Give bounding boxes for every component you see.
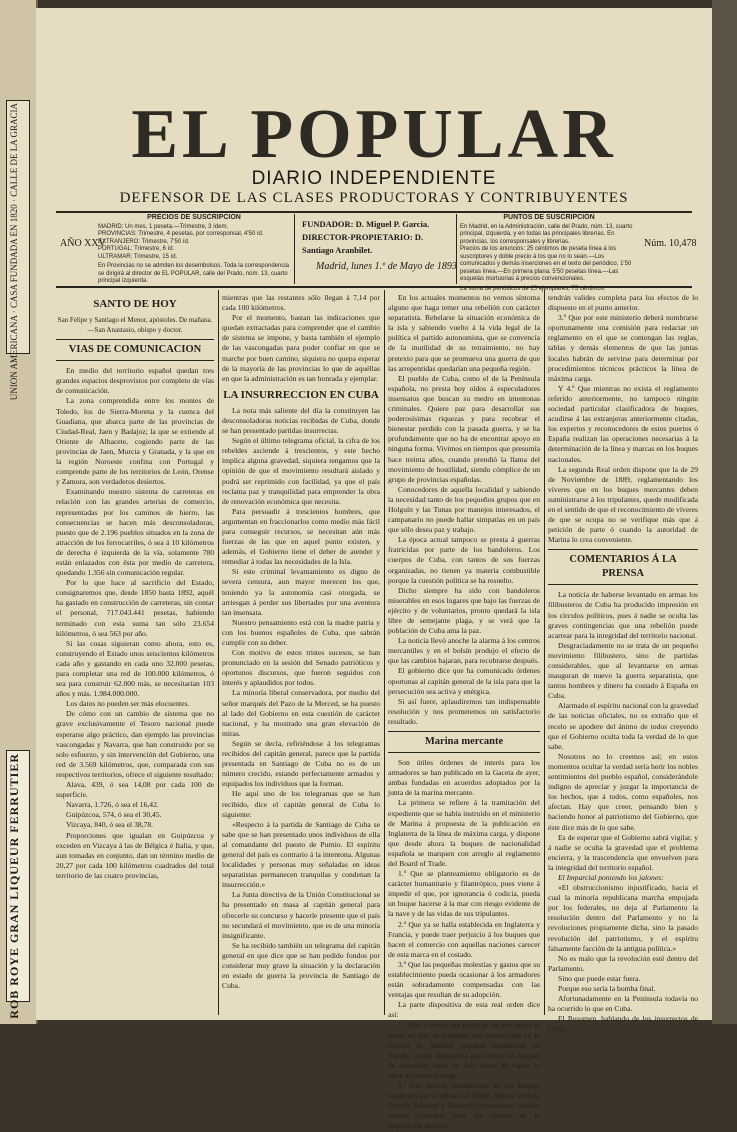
- issue-number: Núm. 10,478: [644, 238, 697, 249]
- saint-heading: SANTO DE HOY: [93, 298, 177, 310]
- paragraph: 3.º Que por este ministerio deberá nombrarse oportunamente una comisión para redactar un reglamento en el que se contengan las reglas, tablas y demás elementos de que las juntas locales habrán de servirse para determinar por procedimientos técnicos prácticos la línea de máxima carga.: [548, 313, 698, 383]
- paragraph: Si así fuere, aplaudiremos tan indispensable resolución y nos prometemos un satisfactorio resultado.: [388, 696, 540, 726]
- paragraph: Vizcaya, 840, ó sea el 38,78.: [66, 820, 154, 830]
- paragraph: «Respecto á la partida de Santiago de Cuba se sabe que se han presentado unos individuos de ella al comandante del puesto de Purnio. El espíritu general del país es contrario á la intentona. Algunas localidades y personas muy señaladas en ideas separatistas permanecen tranquilas y condenan la insurrección.»: [222, 819, 380, 890]
- paragraph: La primera se refiere á la tramitación del expediente que se había instruido en el ministerio de Marina á propuesta de la publicación en Inglaterra de la línea de máxima carga, y dispone que desde ahora la buques de nacionalidad española se marquen con arreglo al reglamento del Board of Trade.: [388, 798, 540, 868]
- paragraph: De cómo con un cambio de sistema que no grave exclusivamente el Tesoro nacional puede esperarse algo práctico, dan ejemplo las provincias vascongadas y Navarra, que han construido por su solo esfuerzo, y sin intervención del Gobierno, una red de 3.569 kilómetros, que, comparada con sus respectivos territorios, ofrece el siguiente resultado:: [56, 709, 214, 779]
- paragraph: Alava, 439, ó sea 14,08 por cada 100 de superficie.: [56, 780, 214, 800]
- points-line: La suma de periódicos de 25 ejemplares, 75 céntimos.: [460, 285, 606, 292]
- paragraph: 3.º Que las pequeñas molestias y gastos que su establecimiento pueda ocasionar á los armadores están sobradamente compensadas con las ventajas que resultan de su adopción.: [388, 959, 540, 1000]
- paragraph: 2.º Las marcas establecidas en los buques españoles por el «Board of Trade, Bureau Veritas, Lloyd's Register y Britisch Corporation» tendrán valides completa para los efectos de la disposición anterior.: [388, 1081, 540, 1131]
- paragraph: La nota más saliente del día la constituyen las desconsoladoras noticias recibidas de Cuba, donde se han presentado partidas insurrectas.: [222, 405, 380, 436]
- paragraph: Los datos no pueden ser más elocuentes.: [66, 699, 190, 709]
- paragraph: Con motivo de estos tristes sucesos, se han pronunciado en la sesión del Senado patrióticos y oportunos discursos, que fueron seguidos con interés y aplaudidos por todos.: [222, 648, 380, 688]
- header-top-rule: [56, 211, 692, 213]
- paragraph: Proporciones que igualan en Guipúzcoa y exceden en Vizcaya á las de Bélgica é Italia, y que, aun tomadas en conjunto, dan un término medio de 20,27 por cada 100 kilómetros cuadrados del total territorio de las cuatro provincias,: [56, 830, 214, 880]
- spine-ad-strip-bottom: [6, 750, 30, 1019]
- paragraph: «El obstruccionismo injustificado, hacia el cual la minoría republicana marcha empujada por los federales, no deja al Parlamento la resolución dentro del Parlamento y no la revoluciones propiamente dicha, sino la pasado revolución del patriotismo, y el espíritu falsamente facción de la antigua política.»: [548, 883, 698, 953]
- paragraph: Por el momento, bastan las indicaciones que quedan extractadas para comprender que el cambio de sistema se impone, y basta también el ejemplo de las vascongadas para poder confiar en que se marche por buen camino, siquiera no quepa esperar de la mayoría de las provincias lo que de aquéllas en que la administración es tan honrada y ejemplar.: [222, 313, 380, 383]
- paragraph: Afortunadamente en la Península todavía no ha ocurrido lo que en Cuba.: [548, 994, 698, 1014]
- article-heading-marina: Marina mercante: [388, 731, 540, 753]
- issue-date: Madrid, lunes 1.º de Mayo de 1893: [316, 261, 457, 272]
- subscription-line: ULTRAMAR: Trimestre, 15 íd.: [98, 253, 178, 260]
- paragraph: Desgraciadamente no se trata de un pequeño movimiento filibustero, sino de partidas considerables, que al levantarse en armas inauguran de nuevo la guerra separatista, que tantos hombres y dinero ha costado á España en Cuba.: [548, 640, 698, 701]
- paragraph: Según el último telegrama oficial, la cifra de los rebeldes asciende á trescientos, y este hecho implica alguna gravedad, siquiera tengamos que la opinión de que el movimiento resultará aislado y podrá ser reprimido con facilidad, ya que el país reclama paz y tranquilidad para emprender la obra de renovación económica que necesita.: [222, 436, 380, 506]
- saint-text: San Felipe y Santiago el Menor, apóstoles. De mañana.—San Anastasio, obispo y doctor.: [57, 316, 213, 335]
- header-divider-right: [456, 214, 457, 284]
- paragraph: La minoría liberal conservadora, por medio del señor marqués del Pazo de la Merced, se ha puesto al lado del Gobierno en esta cuestión de carácter nacional, y ha mostrado una gran elevación de miras.: [222, 688, 380, 738]
- paragraph: Se ha recibido también un telegrama del capitán general en que dice que se han pedido fondos por considerar muy grave la situación y la declaración en estado de guerra la provincia de Santiago de Cuba.: [222, 940, 380, 991]
- column-divider: [544, 290, 545, 1015]
- points-line: En Madrid, en la Administración, calle del Prado, núm. 13, cuarto principal, izquierda, y en todas las principales librerías. En provincias, los corresponsales y librerías.: [460, 223, 633, 245]
- paragraph: 1.º Que á contar del plazo de un año desde la fecha en que se publique esta disposición en la Gaceta de Madrid, quedará establecida en España, como obligatoria para todos los buques de comercio, tanto de vela como de vapor, la línea de máxima carga.: [388, 1020, 540, 1080]
- paragraph: El Imparcial poniendo los jalones:: [558, 872, 664, 882]
- column-divider: [218, 290, 219, 1015]
- year-label: AÑO XXV: [60, 238, 106, 249]
- paragraph: Porque eso sería la bomba final.: [558, 984, 656, 993]
- paragraph: Nuestro pensamiento está con la madre patria y con los buenos españoles de Cuba, que sabrán cumplir con su deber.: [222, 617, 380, 647]
- paragraph: Para persuadir á trescientos hombres, que argumentan en fraccionarlos como medio más fácil para conseguir recursos, se necesitan aún más fuerzas de las que en aquel punto existen, y además, el Gobierno tiene el deber de atender y remediar á todas las necesidades de la Isla.: [222, 506, 380, 567]
- founder-name: FUNDADOR: D. Miguel P. García.: [302, 219, 430, 229]
- column-4: [548, 293, 698, 1034]
- spine-ad-text-top: UNION AMERICANA · CASA FUNDADA EN 1820 · CALLE DE LA GRACIA: [9, 103, 19, 401]
- header-bottom-rule: [56, 286, 692, 288]
- paragraph: En los actuales momentos no vemos síntoma alguno que haga temer una rebelión con carácter separatista. Rebelarse la situación económica de la isla y sabiendo vuelto á la vida legal de la política el partido autonomista, que se convencía de la inutilidad de su retraimiento, no hay pretexto para que se promueva una guerra de que las arrepentidas quedarían una pequeña región.: [388, 293, 540, 373]
- article-heading-comentarios: COMENTARIOS Á LA PRENSA: [548, 549, 698, 585]
- column-3: [388, 293, 540, 1132]
- paragraph: Examinando nuestro sistema de carreteras en relación con las grandes arterias de comercio, representadas por los caminos de hierro, las consecuencias se hacen más desconsoladoras, puesto que de 2.196 pueblos situados en la zona de atracción de los ferrocarriles, ó sea á 10 kilómetros de derecha é izquierda de la vía, solamente 780 están enlazados con ésta por medio de carretera, quedando 1.356 sin comunicación regular.: [56, 487, 214, 578]
- paragraph: La Junta directiva de la Unión Constitucional se ha presentado en masa al capitán general para ofrecerle su concurso y hacerle presente que el país no secundará el movimiento, que es de una minoría insignificante.: [222, 890, 380, 940]
- paragraph: La parte dispositiva de esta real orden dice así:: [388, 1000, 540, 1020]
- spine-ad-text-bottom: ROB ROYE GRAN LIQUEUR FERRUTIER: [7, 753, 21, 1019]
- paragraph: Por lo que hace al sacrificio del Estado, consignaremos que, desde 1850 hasta 1892, aquél ha gastado en construcción de carreteras, sin contar el personal, 717.043.441 pesetas, habiendo terminado con esta suma tan sólo 23.654 kilómetros, ó sea 563 por año.: [56, 578, 214, 638]
- paragraph: Guipúzcoa, 574, ó sea el 30,45.: [66, 810, 162, 820]
- paragraph: Y 4.º Que mientras no exista el reglamento referido anteriormente, no tampoco ningún sociedad particular clasificadora de buques, acudirse á las extranjeras anteriormente citadas, los expertos y reconocedores de estos puertos ó España realizan las operaciones necesarias á la determinación de la línea y marcas en los buques nacionales.: [548, 383, 698, 464]
- paragraph: Sino que puede estar fuera.: [558, 973, 641, 983]
- subscription-line: PORTUGAL: Trimestre, 6 íd.: [98, 246, 175, 252]
- paragraph: El gobierno dice que ha comunicado órdenes oportunas al capitán general de la isla para que la persecución sea activa y enérgica.: [388, 666, 540, 696]
- paragraph: Nosotros no lo creemos así; en estos momentos ocultar la verdad sería herir los nobles sentimientos del pueblo español, considerándole indigno de apreciar y juzgar la importancia de los hechos, que á todos, como españoles, nos afectan. Hay que creer, pensando bien y haciendo honor al patriotismo del Gobierno, que éste dice más de lo que sabe.: [548, 751, 698, 832]
- masthead-tagline: DEFENSOR DE LAS CLASES PRODUCTORAS Y CONTRIBUYENTES: [119, 190, 629, 206]
- column-divider: [384, 290, 385, 1015]
- paragraph: El Resumen, hablando de los insurrectos de Cuba:: [548, 1014, 698, 1034]
- subscription-line: PROVINCIAS: Trimestre, 4 pesetas, por corresponsal, 4'50 íd.: [98, 231, 264, 237]
- paragraph: Si este criminal levantamiento es digno de severa censura, aun mayor merecen los que, teniendo ya la autonomía casi otorgada, se arriesgan á perder sus libertades por una aventura tan insensata.: [222, 567, 380, 617]
- paragraph: La noticia de haberse levantado en armas los filibusteros de Cuba ha producido impresión en los círculos políticos, pues á nadie se oculta las graves contingencias que una rebelión puede acarrear para la integridad del territorio nacional.: [548, 590, 698, 640]
- points-line: Precios de los anuncios: 25 céntimos de peseta línea á los suscriptores y doble precio á los que no lo sean.—Los comunicados y demás inserciones en el texto del periódico, 1'50 pesetas línea.—En primera plana, 5'50 pesetas línea.—Las esquelas mortuorias á precios convencionales.: [460, 246, 632, 282]
- paragraph: Es de esperar que el Gobierno sabrá vigilar, y á nadie se oculta la gravedad que el problema encierra, y la trascendencia que envuelven para la integridad del territorio español.: [548, 832, 698, 872]
- subscription-line: MADRID: Un mes, 1 peseta.—Trimestre, 3 ídem.: [98, 223, 229, 230]
- adjacent-page-spine: [0, 0, 38, 1024]
- article-heading-insurreccion: LA INSURRECCION EN CUBA: [223, 388, 379, 401]
- paragraph: He aquí uno de los telegramas que se han recibido, dice el capitán general de Cuba lo siguiente:: [222, 789, 380, 819]
- paragraph: Según se decía, refiriéndose á los telegramas recibidos del capitán general, parece que la partida presentada en Santiago de Cuba no es de un número crecido, estando perfectamente armados y equipados los individuos que la forman.: [222, 738, 380, 789]
- paragraph: La zona comprendida entre los montes de Toledo, los de Sierra-Morena y la cuenca del Guadiana, que abarca parte de las provincias de Ciudad-Real, Jaen y Badajoz; la que se extiende al Oriente de Albacete, cogiendo parte de las provincias de Jaen, Murcia y Granada, y la que en la región Noroeste confina con Portugal y comprende parte de los territorios de León, Orense y Zamora, son verdaderos desiertos.: [56, 396, 214, 487]
- header-divider-left: [294, 214, 295, 284]
- subscription-points-box: [460, 214, 638, 293]
- paragraph: La época actual tampoco se presta á guerras fratricidas por parte de los bandoleros. Los cuerpos de Cuba, con tantos de sus fuerzas organizadas, no tienen ya materia combustible porque la cuestión política se ha resuelto.: [388, 535, 540, 585]
- binding-edge: [712, 0, 737, 1024]
- paragraph: 2.º Que ya se halla establecida en Inglaterra y Francia, y puede traer perjuicio á los buques que hacen el comercio con aquellas naciones carecer de esta marca en el costado.: [388, 919, 540, 959]
- paragraph: Navarra, 1.726, ó sea el 16,42.: [66, 800, 159, 810]
- paragraph: 1.º Que se planteamiento obligatorio es de carácter humanitario y filantrópico, pues viene á impedir el que, por ignorancia ó codicia, pueda un buque hacerse á la mar con riesgo evidente de la nave y de las vidas de sus tripulantes.: [388, 869, 540, 919]
- director-name: DIRECTOR-PROPIETARIO: D. Santiago Aranbilet.: [302, 232, 424, 255]
- column-2: [222, 293, 380, 991]
- paragraph: Son útiles órdenes de interés para los armadores se han publicado en la Gaceta de ayer, ambas fundadas en acuerdos adoptados por la junta de la marina mercante.: [388, 758, 540, 798]
- newspaper-page: [36, 8, 712, 1131]
- subscription-line: EXTRANJERO: Trimestre, 7'50 íd.: [98, 238, 190, 245]
- paragraph: Dicho siempre ha sido con bandoleros miserables en esos lugares que bajo las fuerzas de ejército y de voluntarios, pronto quedará la isla libre de semejante plaga, y se verá que la población de Cuba ama la paz.: [388, 585, 540, 636]
- paragraph: mientras que las restantes sólo llegan á 7,14 por cada 100 kilómetros.: [222, 293, 380, 313]
- paragraph: El pueblo de Cuba, como el de la Península española, no presta hoy oídos á especuladores insensatos que buscan su medro en intentonas criminales. Quiere paz para desarrollar sus poderosísimas riquezas y para recobrar el bienestar perdido con la pasada guerra, y se ha profundamente que no ha de encontrar apoyo en ninguna forma. Vivimos en tiempos que presumía hace treinta años, cuando prendió la llama del movimiento de hostilidad, siendo cómplice de un grupo de provincias españolas.: [388, 373, 540, 484]
- subscription-prices-box: [98, 214, 290, 286]
- paragraph: Si las cosas siguieran como ahora, esto es, construyendo el Estado unos seiscientos kilómetros cada año y gastando en cada uno 32.000 pesetas, para completar una red de 100.000 kilómetros, ó sea para construir 62.000 más, se necesitarían 103 años y más. 1.984.000.000.: [56, 638, 214, 699]
- masthead-subtitle: DIARIO INDEPENDIENTE: [251, 168, 497, 189]
- paragraph: La noticia llevó anoche la alarma á los centros mercantiles y en el bolsín produjo el efecto de que las cambios bajaran, para recobrarse después.: [388, 636, 540, 666]
- paragraph: En medio del territorio español quedan tres grandes espacios desprovistos por completo de vías de comunicación.: [56, 366, 214, 396]
- points-title: PUNTOS DE SUSCRIPCIÓN: [503, 214, 595, 221]
- paragraph: tendrán valides completa para los efectos de lo dispuesto en el punto anterior.: [548, 293, 698, 313]
- paragraph: Alarmado el espíritu nacional con la gravedad de las noticias oficiales, no es extraño que el recelo se apodere del ánimo de todos creyendo que el Gobierno oculta toda la verdad de lo que sabe.: [548, 701, 699, 751]
- paragraph: Conocedores de aquella localidad y sabiendo la necesidad tanto de los pequeños grupos que en Holguín y las Tunas por manejos interesados, el campanario no puede hallar simpatías en un país que sólo desea paz y trabajo.: [388, 484, 540, 535]
- founder-block: [302, 218, 452, 257]
- article-heading-vias: VIAS DE COMUNICACION: [56, 339, 214, 361]
- paragraph: La segunda Real orden dispone que la de 29 de Noviembre de 1889, reglamentando los víveres que en los buques mercantes deben suministrarse á los tripulantes, quede modificada en el sentido de que el reconocimiento de víveres de que se ocupa no se verifique más que á petición de parte ó cuando la autoridad de Marina lo crea conveniente.: [548, 464, 698, 545]
- column-1: [56, 293, 214, 881]
- subscription-note: En Provincias no se admiten los desembolsos. Toda la correspondencia se dirigirá al director de EL POPULAR, calle del Prado, núm. 13, cuarto principal izquierda.: [98, 263, 289, 284]
- masthead-title: EL POPULAR: [131, 96, 617, 173]
- paragraph: No es malo que la revolución esté dentro del Parlamento.: [548, 953, 698, 973]
- subscription-title: PRECIOS DE SUSCRIPCIÓN: [147, 214, 241, 221]
- spine-ad-strip-top: [6, 100, 30, 401]
